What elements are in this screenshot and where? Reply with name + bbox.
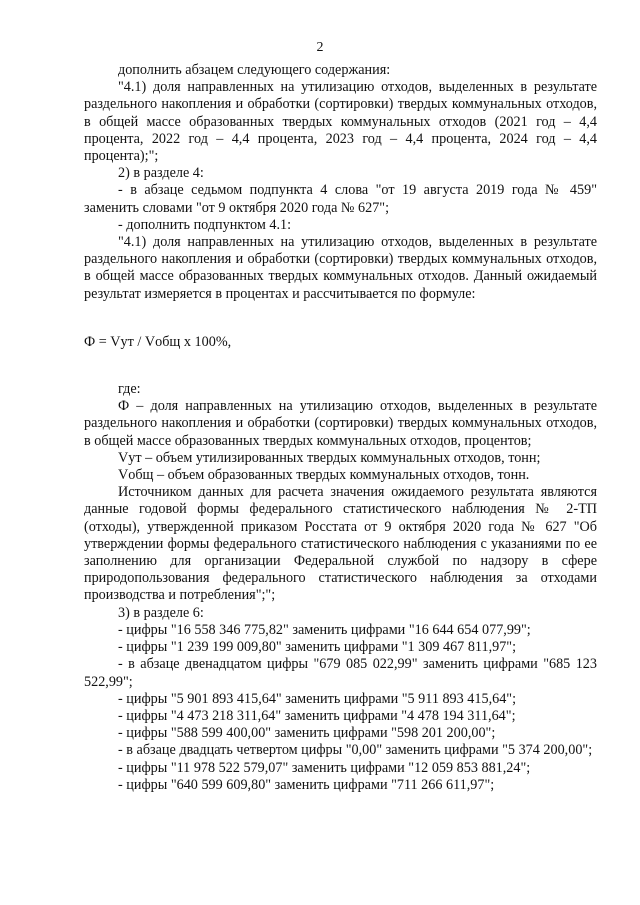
page-number: 2 bbox=[316, 40, 324, 55]
document-body bbox=[84, 62, 597, 794]
list-item: - цифры "5 901 893 415,64" заменить цифрами "5 911 893 415,64"; bbox=[118, 690, 517, 707]
paragraph: Ф – доля направленных на утилизацию отходов, выделенных в результате раздельного накопления и обработки (сортировки) твердых коммунальных отходов, в общей массе образованных твердых коммунальных отходов, процентов; bbox=[84, 398, 597, 449]
paragraph: Vут – объем утилизированных твердых коммунальных отходов, тонн; bbox=[118, 449, 541, 466]
paragraph: где: bbox=[118, 381, 141, 398]
list-item: - цифры "588 599 400,00" заменить цифрами "598 201 200,00"; bbox=[118, 725, 496, 742]
list-item: - в абзаце двенадцатом цифры "679 085 022,99" заменить цифрами "685 123 522,99"; bbox=[84, 656, 597, 690]
list-item: - цифры "640 599 609,80" заменить цифрами "711 266 611,97"; bbox=[118, 776, 495, 793]
list-item: - цифры "1 239 199 009,80" заменить цифрами "1 309 467 811,97"; bbox=[118, 639, 517, 656]
paragraph: "4.1) доля направленных на утилизацию отходов, выделенных в результате раздельного накопления и обработки (сортировки) твердых коммунальных отходов, в общей массе образованных твердых коммунальных отходов (2021 год – 4,4 процента, 2022 год – 4,4 процента, 2023 год – 4,4 процента, 2024 год – 4,4 процента);"; bbox=[84, 79, 597, 165]
list-item: - в абзаце двадцать четвертом цифры "0,00" заменить цифрами "5 374 200,00"; bbox=[118, 742, 593, 759]
list-item: - цифры "11 978 522 579,07" заменить цифрами "12 059 853 881,24"; bbox=[118, 759, 531, 776]
formula: Ф = Vут / Vобщ х 100%, bbox=[84, 333, 232, 350]
paragraph: - в абзаце седьмом подпункта 4 слова "от 19 августа 2019 года № 459" заменить словами "от 9 октября 2020 года № 627"; bbox=[84, 182, 597, 216]
paragraph: "4.1) доля направленных на утилизацию отходов, выделенных в результате раздельного накопления и обработки (сортировки) твердых коммунальных отходов, в общей массе образованных твердых коммунальных отходов. Данный ожидаемый результат измеряется в процентах и рассчитывается по формуле: bbox=[84, 234, 597, 302]
paragraph: 2) в разделе 4: bbox=[118, 165, 204, 182]
paragraph: - дополнить подпунктом 4.1: bbox=[118, 216, 292, 233]
paragraph: Vобщ – объем образованных твердых коммунальных отходов, тонн. bbox=[118, 467, 530, 484]
paragraph: 3) в разделе 6: bbox=[118, 604, 204, 621]
list-item: - цифры "16 558 346 775,82" заменить цифрами "16 644 654 077,99"; bbox=[118, 621, 531, 638]
paragraph: дополнить абзацем следующего содержания: bbox=[118, 62, 391, 78]
paragraph: Источником данных для расчета значения ожидаемого результата являются данные годовой формы федерального статистического наблюдения № 2-ТП (отходы), утвержденной приказом Росстата от 9 октября 2020 года № 627 "Об утверждении формы федерального статистического наблюдения с указаниями по ее заполнению для организации Федеральной службой по надзору в сфере природопользования федерального статистического наблюдения за отходами производства и потребления";"; bbox=[84, 484, 597, 604]
list-item: - цифры "4 473 218 311,64" заменить цифрами "4 478 194 311,64"; bbox=[118, 707, 516, 724]
